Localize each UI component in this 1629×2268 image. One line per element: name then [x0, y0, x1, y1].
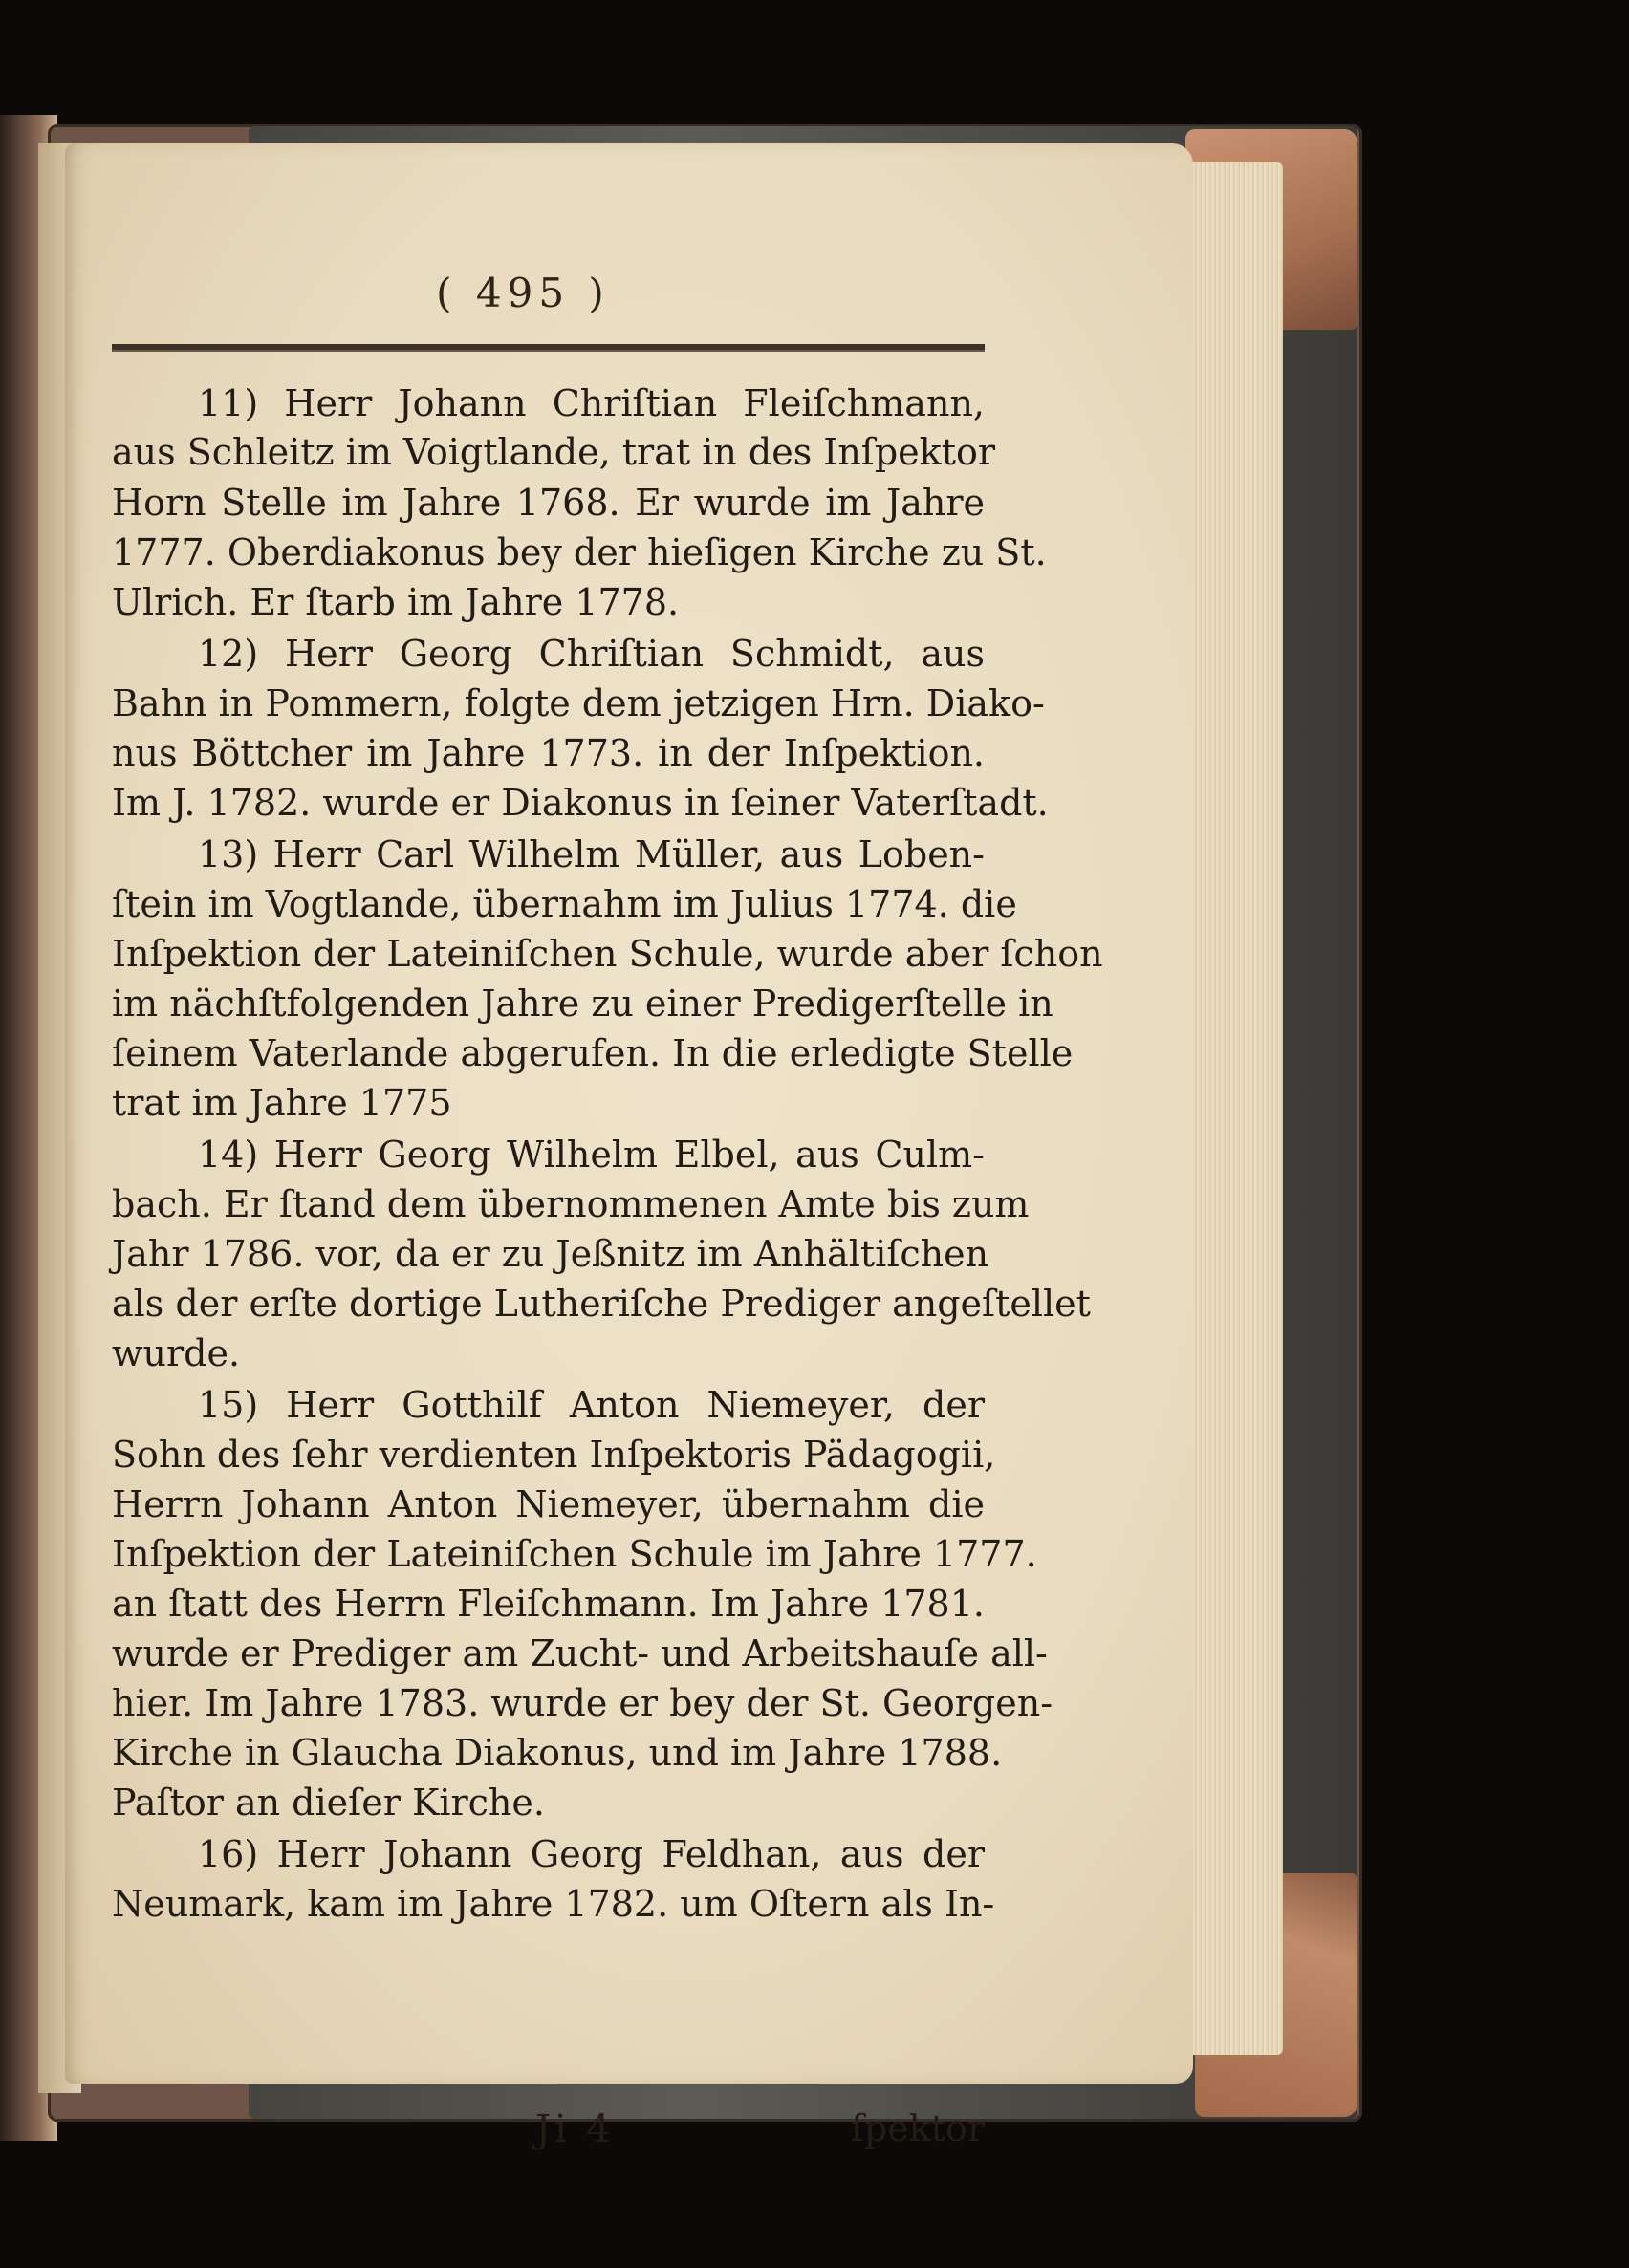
text-line: trat im Jahre 1775 — [112, 1082, 452, 1124]
text-line: ſtein im Vogtlande, übernahm im Julius 1774. die — [112, 883, 1017, 925]
text-line: Neumark, kam im Jahre 1782. um Oſtern als In- — [112, 1883, 995, 1925]
text-line: als der erſte dortige Lutheriſche Prediger angeſtellet — [112, 1283, 1091, 1325]
text-line: wurde. — [112, 1332, 241, 1374]
text-line: Inſpektion der Lateiniſchen Schule im Jahre 1777. — [112, 1533, 1037, 1575]
text-line: ſeinem Vaterlande abgerufen. In die erledigte Stelle — [112, 1032, 1074, 1074]
text-line: Im J. 1782. wurde er Diakonus in ſeiner Vaterſtadt. — [112, 782, 1049, 824]
text-line: bach. Er ſtand dem übernommenen Amte bis zum — [112, 1183, 1030, 1225]
text-line: 12) Herr Georg Chriſtian Schmidt, aus — [198, 633, 985, 675]
text-line: an ſtatt des Herrn Fleiſchmann. Im Jahre 1781. — [112, 1583, 985, 1625]
text-line: im nächſtfolgenden Jahre zu einer Predigerſtelle in — [112, 983, 1053, 1025]
text-line: hier. Im Jahre 1783. wurde er bey der St. Georgen- — [112, 1682, 1053, 1724]
text-line: aus Schleitz im Voigtlande, trat in des Inſpektor — [112, 431, 996, 473]
text-line: Inſpektion der Lateiniſchen Schule, wurde aber ſchon — [112, 933, 1103, 975]
text-line: 11) Herr Johann Chriſtian Fleiſchmann, — [198, 382, 985, 424]
text-line: Paſtor an dieſer Kirche. — [112, 1782, 545, 1824]
text-line: 15) Herr Gotthilf Anton Niemeyer, der — [198, 1384, 985, 1426]
text-line: Kirche in Glaucha Diakonus, und im Jahre 1788. — [112, 1732, 1003, 1774]
text-line: Herrn Johann Anton Niemeyer, übernahm die — [112, 1483, 985, 1525]
text-line: Jahr 1786. vor, da er zu Jeßnitz im Anhältiſchen — [112, 1233, 989, 1275]
text-line: 13) Herr Carl Wilhelm Müller, aus Loben- — [198, 833, 985, 875]
text-line: 1777. Oberdiakonus bey der hieſigen Kirche zu St. — [112, 531, 1047, 573]
signature-mark: Ji 4 — [535, 2107, 615, 2151]
text-line: Ulrich. Er ſtarb im Jahre 1778. — [112, 581, 680, 623]
page-number: ( 495 ) — [436, 270, 610, 316]
header-rule — [112, 344, 985, 352]
text-line: 16) Herr Johann Georg Feldhan, aus der — [198, 1833, 985, 1875]
text-line: 14) Herr Georg Wilhelm Elbel, aus Culm- — [198, 1134, 985, 1176]
text-line: Horn Stelle im Jahre 1768. Er wurde im Jahre — [112, 482, 985, 524]
text-line: nus Böttcher im Jahre 1773. in der Inſpektion. — [112, 732, 985, 774]
catchword: ſpektor — [850, 2107, 985, 2149]
text-line: Sohn des ſehr verdienten Inſpektoris Pädagogii, — [112, 1434, 996, 1476]
text-line: Bahn in Pommern, folgte dem jetzigen Hrn. Diako- — [112, 682, 1045, 724]
text-line: wurde er Prediger am Zucht- und Arbeitshauſe all- — [112, 1632, 1048, 1674]
